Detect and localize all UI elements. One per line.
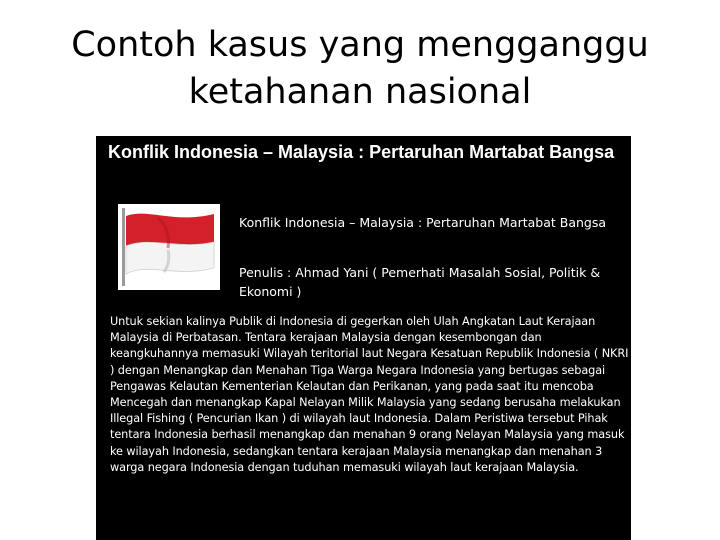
article-subtitle: Konflik Indonesia – Malaysia : Pertaruhan Martabat Bangsa [239, 215, 607, 230]
article-body: Untuk sekian kalinya Publik di Indonesia di gegerkan oleh Ulah Angkatan Laut Kerajaan Malaysia di Perbatasan. Tentara kerajaan Malaysia dengan kesembongan dan keangkuhannya memasuki Wilayah teritorial laut Negara Kesatuan Republik Indonesia ( NKRI ) dengan Menangkap dan Menahan Tiga Warga Negara Indonesia yang bertugas sebagai Pengawas Kelautan Kementerian Kelautan dan Perikanan, yang pada saat itu mencoba Mencegah dan menangkap Kapal Nelayan Milik Malaysia yang sedang berusaha melakukan Illegal Fishing ( Pencurian Ikan ) di wilayah laut Indonesia. Dalam Peristiwa tersebut Pihak tentara Indonesia berhasil menangkap dan menahan 9 orang Nelayan Malaysia yang masuk ke wilayah Indonesia, sedangkan tentara kerajaan Malaysia menangkap dan menahan 3 warga negara Indonesia dengan tuduhan memasuki wilayah laut kerajaan Malaysia. [110, 315, 629, 474]
article-heading: Konflik Indonesia – Malaysia : Pertaruhan Martabat Bangsa [108, 142, 615, 162]
article-author: Penulis : Ahmad Yani ( Pemerhati Masalah Sosial, Politik & Ekonomi ) [239, 265, 601, 299]
slide-title: Contoh kasus yang mengganggu ketahanan nasional [71, 25, 649, 112]
indonesia-flag-icon [118, 204, 220, 290]
article-screenshot [96, 136, 631, 540]
